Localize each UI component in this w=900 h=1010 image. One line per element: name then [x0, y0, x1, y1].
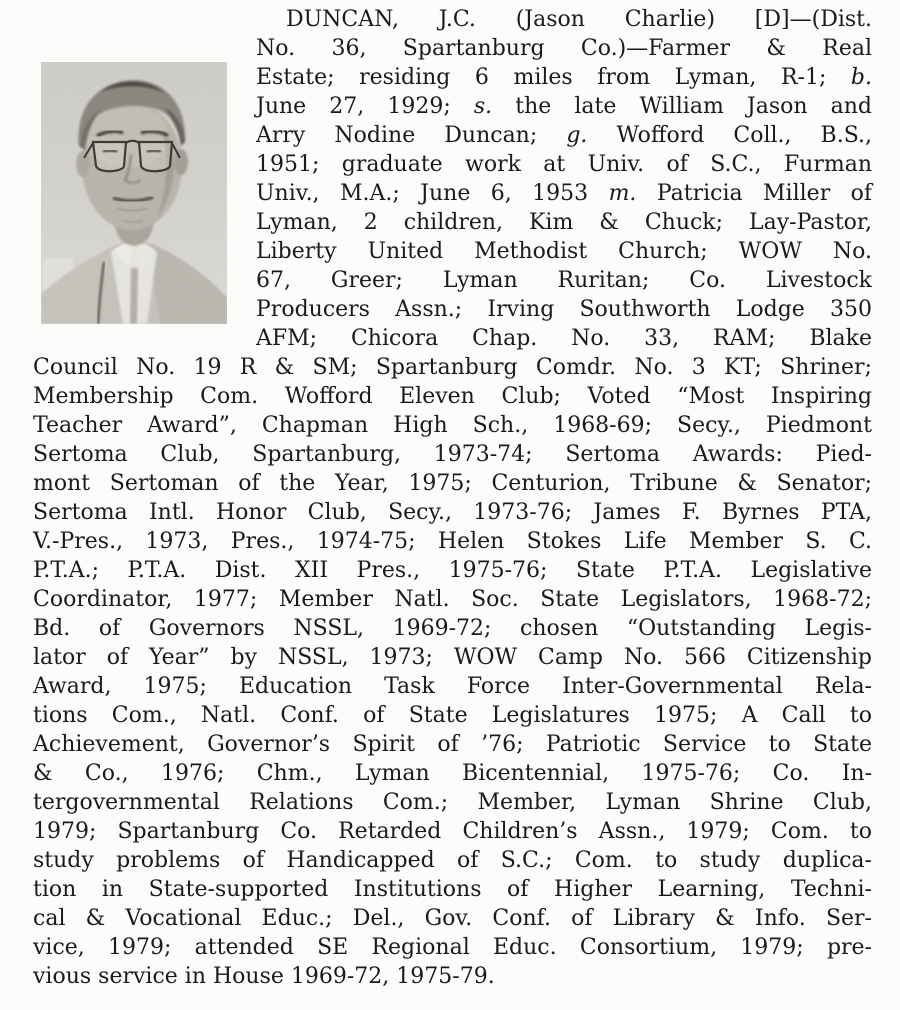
- bio-abbrev-italic: b.: [850, 65, 872, 90]
- bio-line: [33, 875, 872, 904]
- bio-line: [33, 759, 872, 788]
- bio-abbrev-italic: m.: [608, 181, 637, 206]
- bio-text-segment: Award, 1975; Education Task Force Inter-Governmental Rela-: [33, 674, 872, 699]
- bio-line: [33, 527, 872, 556]
- bio-text-segment: AFM; Chicora Chap. No. 33, RAM; Blake: [256, 326, 872, 351]
- bio-text-segment: 67, Greer; Lyman Ruritan; Co. Livestock: [256, 268, 872, 293]
- bio-line: [33, 469, 872, 498]
- bio-text-segment: mont Sertoman of the Year, 1975; Centurion, Tribune & Senator;: [33, 471, 872, 496]
- bio-text-segment: Council No. 19 R & SM; Spartanburg Comdr. No. 3 KT; Shriner;: [33, 355, 872, 380]
- bio-text-segment: Estate; residing 6 miles from Lyman, R-1;: [256, 65, 851, 90]
- bio-text-segment: June 27, 1929;: [256, 94, 474, 119]
- bio-line: [33, 614, 872, 643]
- bio-text-segment: Liberty United Methodist Church; WOW No.: [256, 239, 872, 264]
- bio-line: [33, 904, 872, 933]
- bio-text-segment: cal & Vocational Educ.; Del., Gov. Conf. of Library & Info. Ser-: [33, 906, 872, 931]
- portrait-photo-image: [41, 62, 227, 324]
- bio-text-segment: Lyman, 2 children, Kim & Chuck; Lay-Pastor,: [256, 210, 872, 235]
- bio-text-segment: 1951; graduate work at Univ. of S.C., Furman: [256, 152, 872, 177]
- bio-text-segment: Sertoma Club, Spartanburg, 1973-74; Sertoma Awards: Pied-: [33, 442, 872, 467]
- bio-text-segment: vious service in House 1969-72, 1975-79.: [33, 964, 495, 989]
- bio-text-segment: No. 36, Spartanburg Co.)—Farmer & Real: [256, 36, 872, 61]
- bio-text-segment: Producers Assn.; Irving Southworth Lodge 350: [256, 297, 872, 322]
- portrait-photo-area: [33, 5, 256, 338]
- bio-text-segment: V.-Pres., 1973, Pres., 1974-75; Helen Stokes Life Member S. C.: [33, 529, 872, 554]
- bio-text-segment: Patricia Miller of: [636, 181, 872, 206]
- bio-text-segment: Univ., M.A.; June 6, 1953: [256, 181, 609, 206]
- bio-abbrev-italic: s.: [473, 94, 493, 119]
- bio-line: [33, 353, 872, 382]
- bio-text-segment: Membership Com. Wofford Eleven Club; Voted “Most Inspiring: [33, 384, 872, 409]
- bio-line: [33, 585, 872, 614]
- bio-line: [33, 730, 872, 759]
- bio-text-segment: Coordinator, 1977; Member Natl. Soc. State Legislators, 1968-72;: [33, 587, 872, 612]
- bio-text-segment: P.T.A.; P.T.A. Dist. XII Pres., 1975-76; State P.T.A. Legislative: [33, 558, 872, 583]
- bio-text-segment: Sertoma Intl. Honor Club, Secy., 1973-76; James F. Byrnes PTA,: [33, 500, 872, 525]
- bio-text-segment: lator of Year” by NSSL, 1973; WOW Camp No. 566 Citizenship: [33, 645, 872, 670]
- bio-text-segment: Teacher Award”, Chapman High Sch., 1968-69; Secy., Piedmont: [33, 413, 872, 438]
- portrait-photo: [41, 62, 227, 324]
- bio-line: [33, 440, 872, 469]
- bio-text-segment: & Co., 1976; Chm., Lyman Bicentennial, 1975-76; Co. In-: [33, 761, 872, 786]
- bio-line: [33, 672, 872, 701]
- bio-line: [33, 498, 872, 527]
- bio-abbrev-italic: g.: [566, 123, 588, 148]
- bio-text-segment: tions Com., Natl. Conf. of State Legislatures 1975; A Call to: [33, 703, 872, 728]
- bio-line: [33, 817, 872, 846]
- bio-line: [33, 962, 872, 991]
- bio-text-segment: Achievement, Governor’s Spirit of ’76; Patriotic Service to State: [33, 732, 872, 757]
- bio-text-segment: Wofford Coll., B.S.,: [587, 123, 872, 148]
- bio-text-segment: 1979; Spartanburg Co. Retarded Children’s Assn., 1979; Com. to: [33, 819, 872, 844]
- bio-line: [33, 788, 872, 817]
- bio-line: [33, 382, 872, 411]
- bio-line: [33, 933, 872, 962]
- bio-text-segment: tergovernmental Relations Com.; Member, Lyman Shrine Club,: [33, 790, 872, 815]
- bio-line: [33, 701, 872, 730]
- bio-line: [33, 411, 872, 440]
- bio-text-segment: study problems of Handicapped of S.C.; Com. to study duplica-: [33, 848, 872, 873]
- bio-line: [33, 556, 872, 585]
- bio-line: [33, 846, 872, 875]
- bio-text-segment: DUNCAN, J.C. (Jason Charlie) [D]—(Dist.: [286, 7, 872, 32]
- bio-text-segment: Arry Nodine Duncan;: [256, 123, 567, 148]
- bio-text-segment: the late William Jason and: [492, 94, 872, 119]
- bio-text-segment: vice, 1979; attended SE Regional Educ. Consortium, 1979; pre-: [33, 935, 872, 960]
- bio-text-segment: tion in State-supported Institutions of Higher Learning, Techni-: [33, 877, 872, 902]
- bio-text-segment: Bd. of Governors NSSL, 1969-72; chosen “Outstanding Legis-: [33, 616, 872, 641]
- bio-line: [33, 643, 872, 672]
